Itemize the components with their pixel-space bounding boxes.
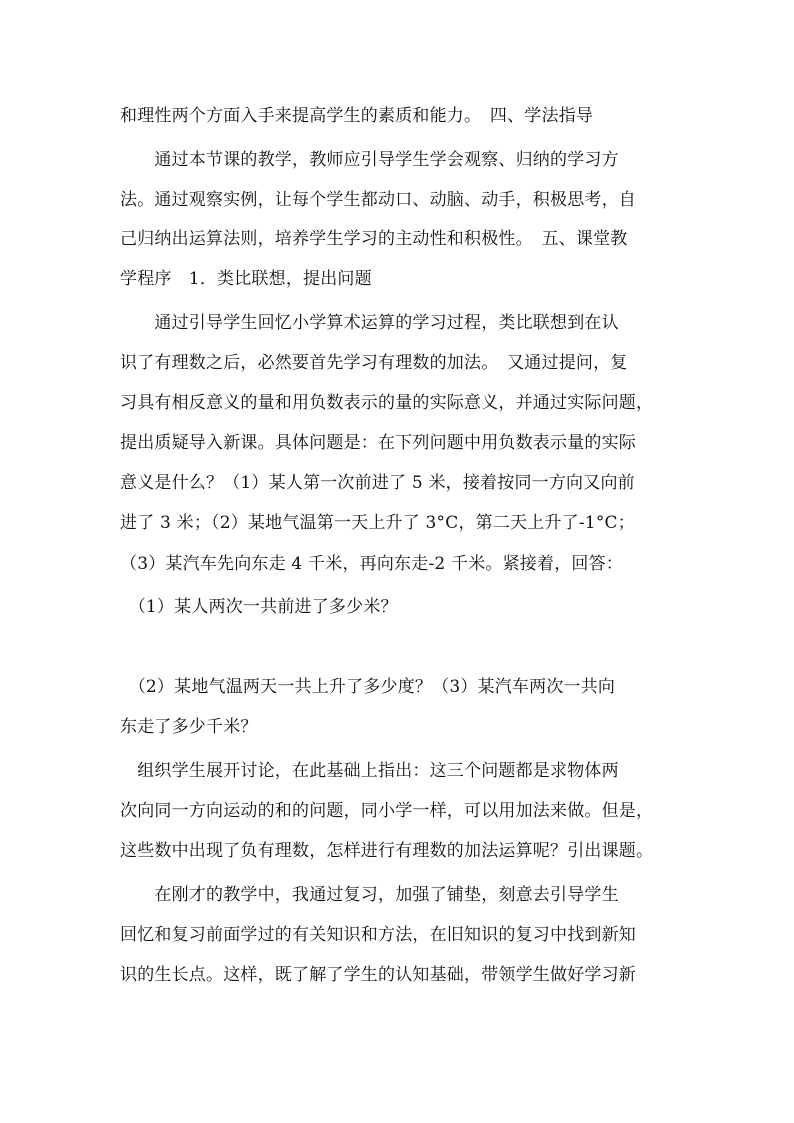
text-line: 这些数中出现了负有理数，怎样进行有理数的加法运算呢？引出课题。 (120, 841, 654, 861)
text-line: 通过引导学生回忆小学算术运算的学习过程，类比联想到在认 (120, 313, 619, 333)
text-line: 识的生长点。这样，既了解了学生的认知基础，带领学生做好学习新 (120, 965, 636, 985)
text-line: 学程序 1．类比联想，提出问题 (120, 269, 372, 289)
text-line: 法。通过观察实例，让每个学生都动口、动脑、动手，积极思考，自 (120, 190, 636, 210)
text-line: 识了有理数之后，必然要首先学习有理数的加法。 又通过提问，复 (120, 353, 628, 373)
text-line: 通过本节课的教学，教师应引导学生学会观察、归纳的学习方 (120, 150, 619, 170)
text-line: 进了 3 米；（2）某地气温第一天上升了 3°C，第二天上升了-1°C； (120, 513, 635, 533)
text-line: 习具有相反意义的量和用负数表示的量的实际意义，并通过实际问题， (120, 393, 654, 413)
text-line: 提出质疑导入新课。具体问题是：在下列问题中用负数表示量的实际 (120, 433, 636, 453)
text-line: 在刚才的教学中，我通过复习，加强了铺垫，刻意去引导学生 (120, 885, 619, 905)
text-line: （1）某人两次一共前进了多少米？ (120, 597, 398, 617)
text-line: 回忆和复习前面学过的有关知识和方法，在旧知识的复习中找到新知 (120, 925, 636, 945)
text-line: 东走了多少千米？ (120, 717, 258, 737)
text-line: （3）某汽车先向东走 4 千米，再向东走-2 千米。紧接着，回答： (120, 554, 624, 574)
text-line: 意义是什么？（1）某人第一次前进了 5 米，接着按同一方向又向前 (120, 473, 635, 493)
text-line: 次向同一方向运动的和的问题，同小学一样，可以用加法来做。但是， (120, 801, 654, 821)
text-line: 和理性两个方面入手来提高学生的素质和能力。 四、学法指导 (120, 106, 594, 126)
text-line: 己归纳出运算法则，培养学生学习的主动性和积极性。 五、课堂教 (120, 229, 628, 249)
text-line: （2）某地气温两天一共上升了多少度？（3）某汽车两次一共向 (120, 677, 616, 697)
text-line: 组织学生展开讨论，在此基础上指出：这三个问题都是求物体两 (120, 761, 619, 781)
